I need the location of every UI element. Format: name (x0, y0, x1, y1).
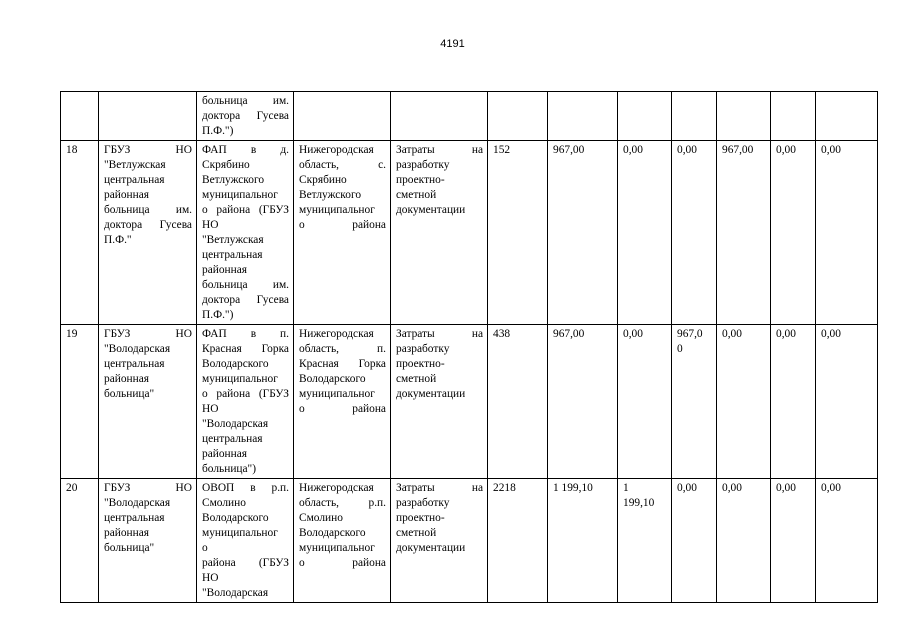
cell-line: муниципальног (299, 542, 375, 554)
value-cell-c5 (717, 141, 771, 325)
cell-line: "Володарская (202, 587, 269, 599)
table-row (61, 141, 878, 325)
object-cell (197, 141, 294, 325)
row-number-cell (61, 141, 99, 325)
table-row (61, 479, 878, 603)
cell-line: Красная Горка (202, 343, 289, 355)
cell-line: разработку (396, 159, 450, 171)
cell-line: документации (396, 204, 466, 216)
table-row (61, 92, 878, 141)
value-cell-c3 (618, 325, 672, 479)
cell-line: Скрябино (202, 159, 250, 171)
address-cell (294, 479, 391, 603)
cell-line: центральная (104, 512, 165, 524)
cell-line: муниципальног (299, 204, 375, 216)
value-cell-c3 (618, 92, 672, 141)
cell-value: 19 (66, 328, 78, 340)
cell-line: муниципальног (202, 373, 278, 385)
cell-line: Володарского (299, 373, 366, 385)
cell-line: область, р.п. (299, 497, 386, 509)
purpose-cell (391, 325, 488, 479)
cell-line: ФАП в д. (202, 144, 289, 156)
cell-line: центральная (202, 249, 263, 261)
cell-line: центральная (202, 433, 263, 445)
value-cell-c2 (548, 92, 618, 141)
cell-line: о района (299, 557, 386, 569)
cell-line: Затраты на (396, 144, 483, 156)
cell-value: 0,00 (677, 144, 697, 156)
value-cell-c1 (488, 141, 548, 325)
address-cell (294, 92, 391, 141)
cell-line: Смолино (299, 512, 343, 524)
cell-value: 0,00 (821, 328, 841, 340)
object-cell (197, 325, 294, 479)
cell-line: Володарского (299, 527, 366, 539)
address-cell (294, 325, 391, 479)
cell-line: муниципальног (202, 527, 278, 539)
cell-value: 1 199,10 (553, 482, 593, 494)
cell-value: 0,00 (776, 328, 796, 340)
cell-line: "Володарская (202, 418, 269, 430)
cell-line: доктора Гусева (202, 110, 289, 122)
cell-value: 0,00 (722, 328, 742, 340)
purpose-cell (391, 141, 488, 325)
cell-line: Нижегородская (299, 482, 374, 494)
value-cell-c7 (816, 479, 878, 603)
table-body (61, 92, 878, 603)
cell-line: районная (104, 373, 150, 385)
value-cell-c3 (618, 479, 672, 603)
cell-line: районная (202, 264, 248, 276)
cell-line: "Ветлужская (202, 234, 264, 246)
cell-value: 1 (623, 482, 629, 494)
value-cell-c6 (771, 479, 816, 603)
value-cell-c3 (618, 141, 672, 325)
organization-cell (99, 325, 197, 479)
cell-line: НО (202, 403, 219, 415)
cell-line: разработку (396, 497, 450, 509)
cell-line: сметной (396, 189, 437, 201)
cell-line: документации (396, 542, 466, 554)
cell-line: сметной (396, 373, 437, 385)
cell-line: больница им. (202, 95, 289, 107)
value-cell-c4 (672, 141, 717, 325)
cell-value: 0,00 (722, 482, 742, 494)
cell-line: о района (ГБУЗ (202, 204, 289, 216)
cell-value: 18 (66, 144, 78, 156)
organization-cell (99, 92, 197, 141)
cell-value: 967,00 (722, 144, 754, 156)
cell-line: больница") (202, 463, 257, 475)
object-cell (197, 92, 294, 141)
cell-line: Смолино (202, 497, 246, 509)
cell-line: НО (202, 219, 219, 231)
row-number-cell (61, 92, 99, 141)
cell-value: 2218 (493, 482, 516, 494)
cell-line: ГБУЗ НО (104, 328, 192, 340)
cell-value: 152 (493, 144, 511, 156)
cell-value: 0,00 (677, 482, 697, 494)
cell-line: Нижегородская (299, 144, 374, 156)
cell-value: 0,00 (776, 482, 796, 494)
value-cell-c7 (816, 92, 878, 141)
value-cell-c4 (672, 325, 717, 479)
cell-line: Затраты на (396, 482, 483, 494)
cell-line: проектно- (396, 174, 445, 186)
value-cell-c1 (488, 479, 548, 603)
cell-line: районная (104, 527, 150, 539)
cell-line: П.Ф." (104, 234, 132, 246)
cell-line: П.Ф.") (202, 309, 234, 321)
cell-line: Нижегородская (299, 328, 374, 340)
cell-value: 0 (677, 343, 683, 355)
cell-line: центральная (104, 358, 165, 370)
value-cell-c2 (548, 325, 618, 479)
cell-line: "Володарская (104, 497, 171, 509)
cell-line: больница им. (202, 279, 289, 291)
value-cell-c1 (488, 325, 548, 479)
cell-line: больница им. (104, 204, 192, 216)
value-cell-c5 (717, 325, 771, 479)
value-cell-c4 (672, 479, 717, 603)
cell-line: о района (299, 403, 386, 415)
cell-value: 438 (493, 328, 511, 340)
value-cell-c4 (672, 92, 717, 141)
cell-line: больница" (104, 542, 155, 554)
cell-line: "Ветлужская (104, 159, 166, 171)
cell-line: о (202, 542, 208, 554)
cell-value: 967,00 (553, 144, 585, 156)
cell-line: Володарского (202, 512, 269, 524)
value-cell-c6 (771, 92, 816, 141)
cell-value: 967,00 (553, 328, 585, 340)
row-number-cell (61, 479, 99, 603)
cell-value: 0,00 (821, 144, 841, 156)
value-cell-c2 (548, 141, 618, 325)
cell-line: районная (202, 448, 248, 460)
cell-line: документации (396, 388, 466, 400)
cell-line: проектно- (396, 512, 445, 524)
cell-line: районная (104, 189, 150, 201)
cell-line: ГБУЗ НО (104, 482, 192, 494)
value-cell-c5 (717, 92, 771, 141)
cell-line: муниципальног (299, 388, 375, 400)
organization-cell (99, 479, 197, 603)
row-number-cell (61, 325, 99, 479)
cell-line: района (ГБУЗ (202, 557, 289, 569)
cell-value: 967,0 (677, 328, 703, 340)
cell-line: ОВОП в р.п. (202, 482, 289, 494)
cell-value: 0,00 (776, 144, 796, 156)
value-cell-c6 (771, 141, 816, 325)
cell-line: о района (ГБУЗ (202, 388, 289, 400)
cell-line: область, с. (299, 159, 386, 171)
purpose-cell (391, 92, 488, 141)
value-cell-c6 (771, 325, 816, 479)
cell-line: центральная (104, 174, 165, 186)
purpose-cell (391, 479, 488, 603)
address-cell (294, 141, 391, 325)
cell-value: 199,10 (623, 497, 655, 509)
cell-line: Скрябино (299, 174, 347, 186)
cell-line: ФАП в п. (202, 328, 289, 340)
cell-value: 0,00 (623, 144, 643, 156)
organization-cell (99, 141, 197, 325)
value-cell-c7 (816, 325, 878, 479)
cell-line: Володарского (202, 358, 269, 370)
cell-line: "Володарская (104, 343, 171, 355)
cell-value: 0,00 (821, 482, 841, 494)
cell-line: проектно- (396, 358, 445, 370)
cell-line: Ветлужского (202, 174, 265, 186)
document-table (60, 91, 878, 603)
table-row (61, 325, 878, 479)
cell-line: больница" (104, 388, 155, 400)
value-cell-c7 (816, 141, 878, 325)
cell-line: Красная Горка (299, 358, 386, 370)
page-number: 4191 (440, 38, 465, 50)
cell-line: П.Ф.") (202, 125, 234, 137)
cell-line: разработку (396, 343, 450, 355)
cell-line: Ветлужского (299, 189, 362, 201)
cell-line: муниципальног (202, 189, 278, 201)
value-cell-c2 (548, 479, 618, 603)
cell-line: область, п. (299, 343, 386, 355)
value-cell-c5 (717, 479, 771, 603)
value-cell-c1 (488, 92, 548, 141)
cell-line: доктора Гусева (104, 219, 192, 231)
cell-line: доктора Гусева (202, 294, 289, 306)
cell-value: 20 (66, 482, 78, 494)
cell-value: 0,00 (623, 328, 643, 340)
object-cell (197, 479, 294, 603)
cell-line: ГБУЗ НО (104, 144, 192, 156)
cell-line: сметной (396, 527, 437, 539)
cell-line: НО (202, 572, 219, 584)
cell-line: Затраты на (396, 328, 483, 340)
cell-line: о района (299, 219, 386, 231)
